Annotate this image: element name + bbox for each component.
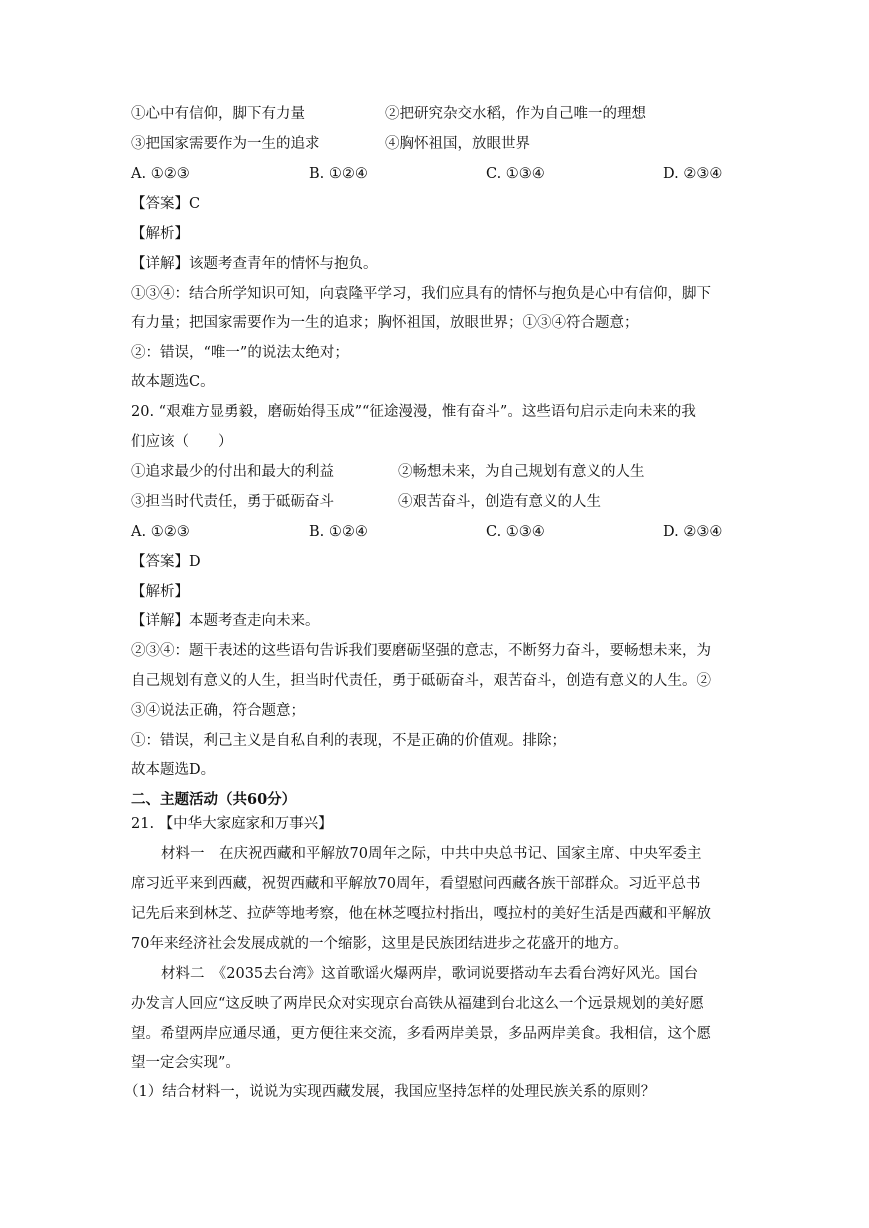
q21-material-2: 办发言人回应“这反映了两岸民众对实现京台高铁从福建到台北这么一个远景规划的美好愿 xyxy=(131,996,704,1012)
q19-option-2: ②把研究杂交水稻，作为自己唯一的理想 xyxy=(385,106,646,122)
q20-option-3: ③担当时代责任，勇于砥砺奋斗 xyxy=(131,494,334,510)
q20-explanation-wrong: ①：错误，利己主义是自私自利的表现，不是正确的价值观。排除； xyxy=(131,733,566,749)
q19-choice-a: A. ①②③ xyxy=(131,166,190,182)
q20-stem: 们应该（ ） xyxy=(131,434,233,450)
q21-subquestion-1: （1）结合材料一，说说为实现西藏发展，我国应坚持怎样的处理民族关系的原则？ xyxy=(124,1084,656,1100)
q19-choice-c: C. ①③④ xyxy=(486,166,545,182)
q19-answer: 【答案】C xyxy=(131,196,201,212)
q19-detail: 【详解】该题考查青年的情怀与抱负。 xyxy=(131,256,378,272)
q21-material-1: 席习近平来到西藏，祝贺西藏和平解放70周年，看望慰问西藏各族干部群众。习近平总书 xyxy=(131,876,701,892)
q19-explanation-line: ①③④：结合所学知识可知，向袁隆平学习，我们应具有的情怀与抱负是心中有信仰，脚下 xyxy=(131,286,711,302)
q19-analysis: 【解析】 xyxy=(131,226,189,242)
q20-explanation-line: ②③④：题干表述的这些语句告诉我们要磨砺坚强的意志，不断努力奋斗，要畅想未来，为 xyxy=(131,643,711,659)
q21-material-1: 70年来经济社会发展成就的一个缩影，这里是民族团结进步之花盛开的地方。 xyxy=(131,936,628,952)
q20-choice-a: A. ①②③ xyxy=(131,524,190,540)
q20-explanation-line: 自己规划有意义的人生，担当时代责任，勇于砥砺奋斗，艰苦奋斗，创造有意义的人生。② xyxy=(131,673,711,689)
q19-option-4: ④胸怀祖国，放眼世界 xyxy=(385,136,530,152)
q20-choice-c: C. ①③④ xyxy=(486,524,545,540)
q20-choice-b: B. ①②④ xyxy=(309,524,368,540)
q21-material-2: 望一定会实现”。 xyxy=(131,1055,240,1071)
q20-detail: 【详解】本题考查走向未来。 xyxy=(131,613,320,629)
section-title: 二、主题活动（共60分） xyxy=(131,791,297,808)
q21-material-1: 材料一 在庆祝西藏和平解放70周年之际，中共中央总书记、国家主席、中央军委主 xyxy=(161,846,702,862)
q20-option-2: ②畅想未来，为自己规划有意义的人生 xyxy=(398,464,645,480)
q21-material-1: 记先后来到林芝、拉萨等地考察，他在林芝嘎拉村指出，嘎拉村的美好生活是西藏和平解放 xyxy=(131,906,711,922)
q19-choice-b: B. ①②④ xyxy=(309,166,368,182)
q19-explanation-wrong: ②：错误，“唯一”的说法太绝对； xyxy=(131,345,349,361)
q20-stem: 20. “艰难方显勇毅，磨砺始得玉成”“征途漫漫，惟有奋斗”。这些语句启示走向未来的我 xyxy=(131,404,696,420)
q19-explanation-line: 有力量；把国家需要作为一生的追求；胸怀祖国，放眼世界；①③④符合题意； xyxy=(131,315,639,331)
q20-option-4: ④艰苦奋斗，创造有意义的人生 xyxy=(398,494,601,510)
q19-option-3: ③把国家需要作为一生的追求 xyxy=(131,136,320,152)
q20-analysis: 【解析】 xyxy=(131,584,189,600)
q20-option-1: ①追求最少的付出和最大的利益 xyxy=(131,464,334,480)
q20-explanation-line: ③④说法正确，符合题意； xyxy=(131,703,305,719)
q19-option-1: ①心中有信仰，脚下有力量 xyxy=(131,106,305,122)
q19-conclusion: 故本题选C。 xyxy=(131,374,215,390)
q21-material-2: 望。希望两岸应通尽通，更方便往来交流，多看两岸美景，多品两岸美食。我相信，这个愿 xyxy=(131,1026,711,1042)
q20-choice-d: D. ②③④ xyxy=(663,524,723,540)
q21-material-2: 材料二 《2035去台湾》这首歌谣火爆两岸，歌词说要搭动车去看台湾好风光。国台 xyxy=(161,966,699,982)
q19-choice-d: D. ②③④ xyxy=(663,166,723,182)
q20-answer: 【答案】D xyxy=(131,554,201,570)
q21-title: 21. 【中华大家庭家和万事兴】 xyxy=(131,816,333,832)
q20-conclusion: 故本题选D。 xyxy=(131,762,216,778)
